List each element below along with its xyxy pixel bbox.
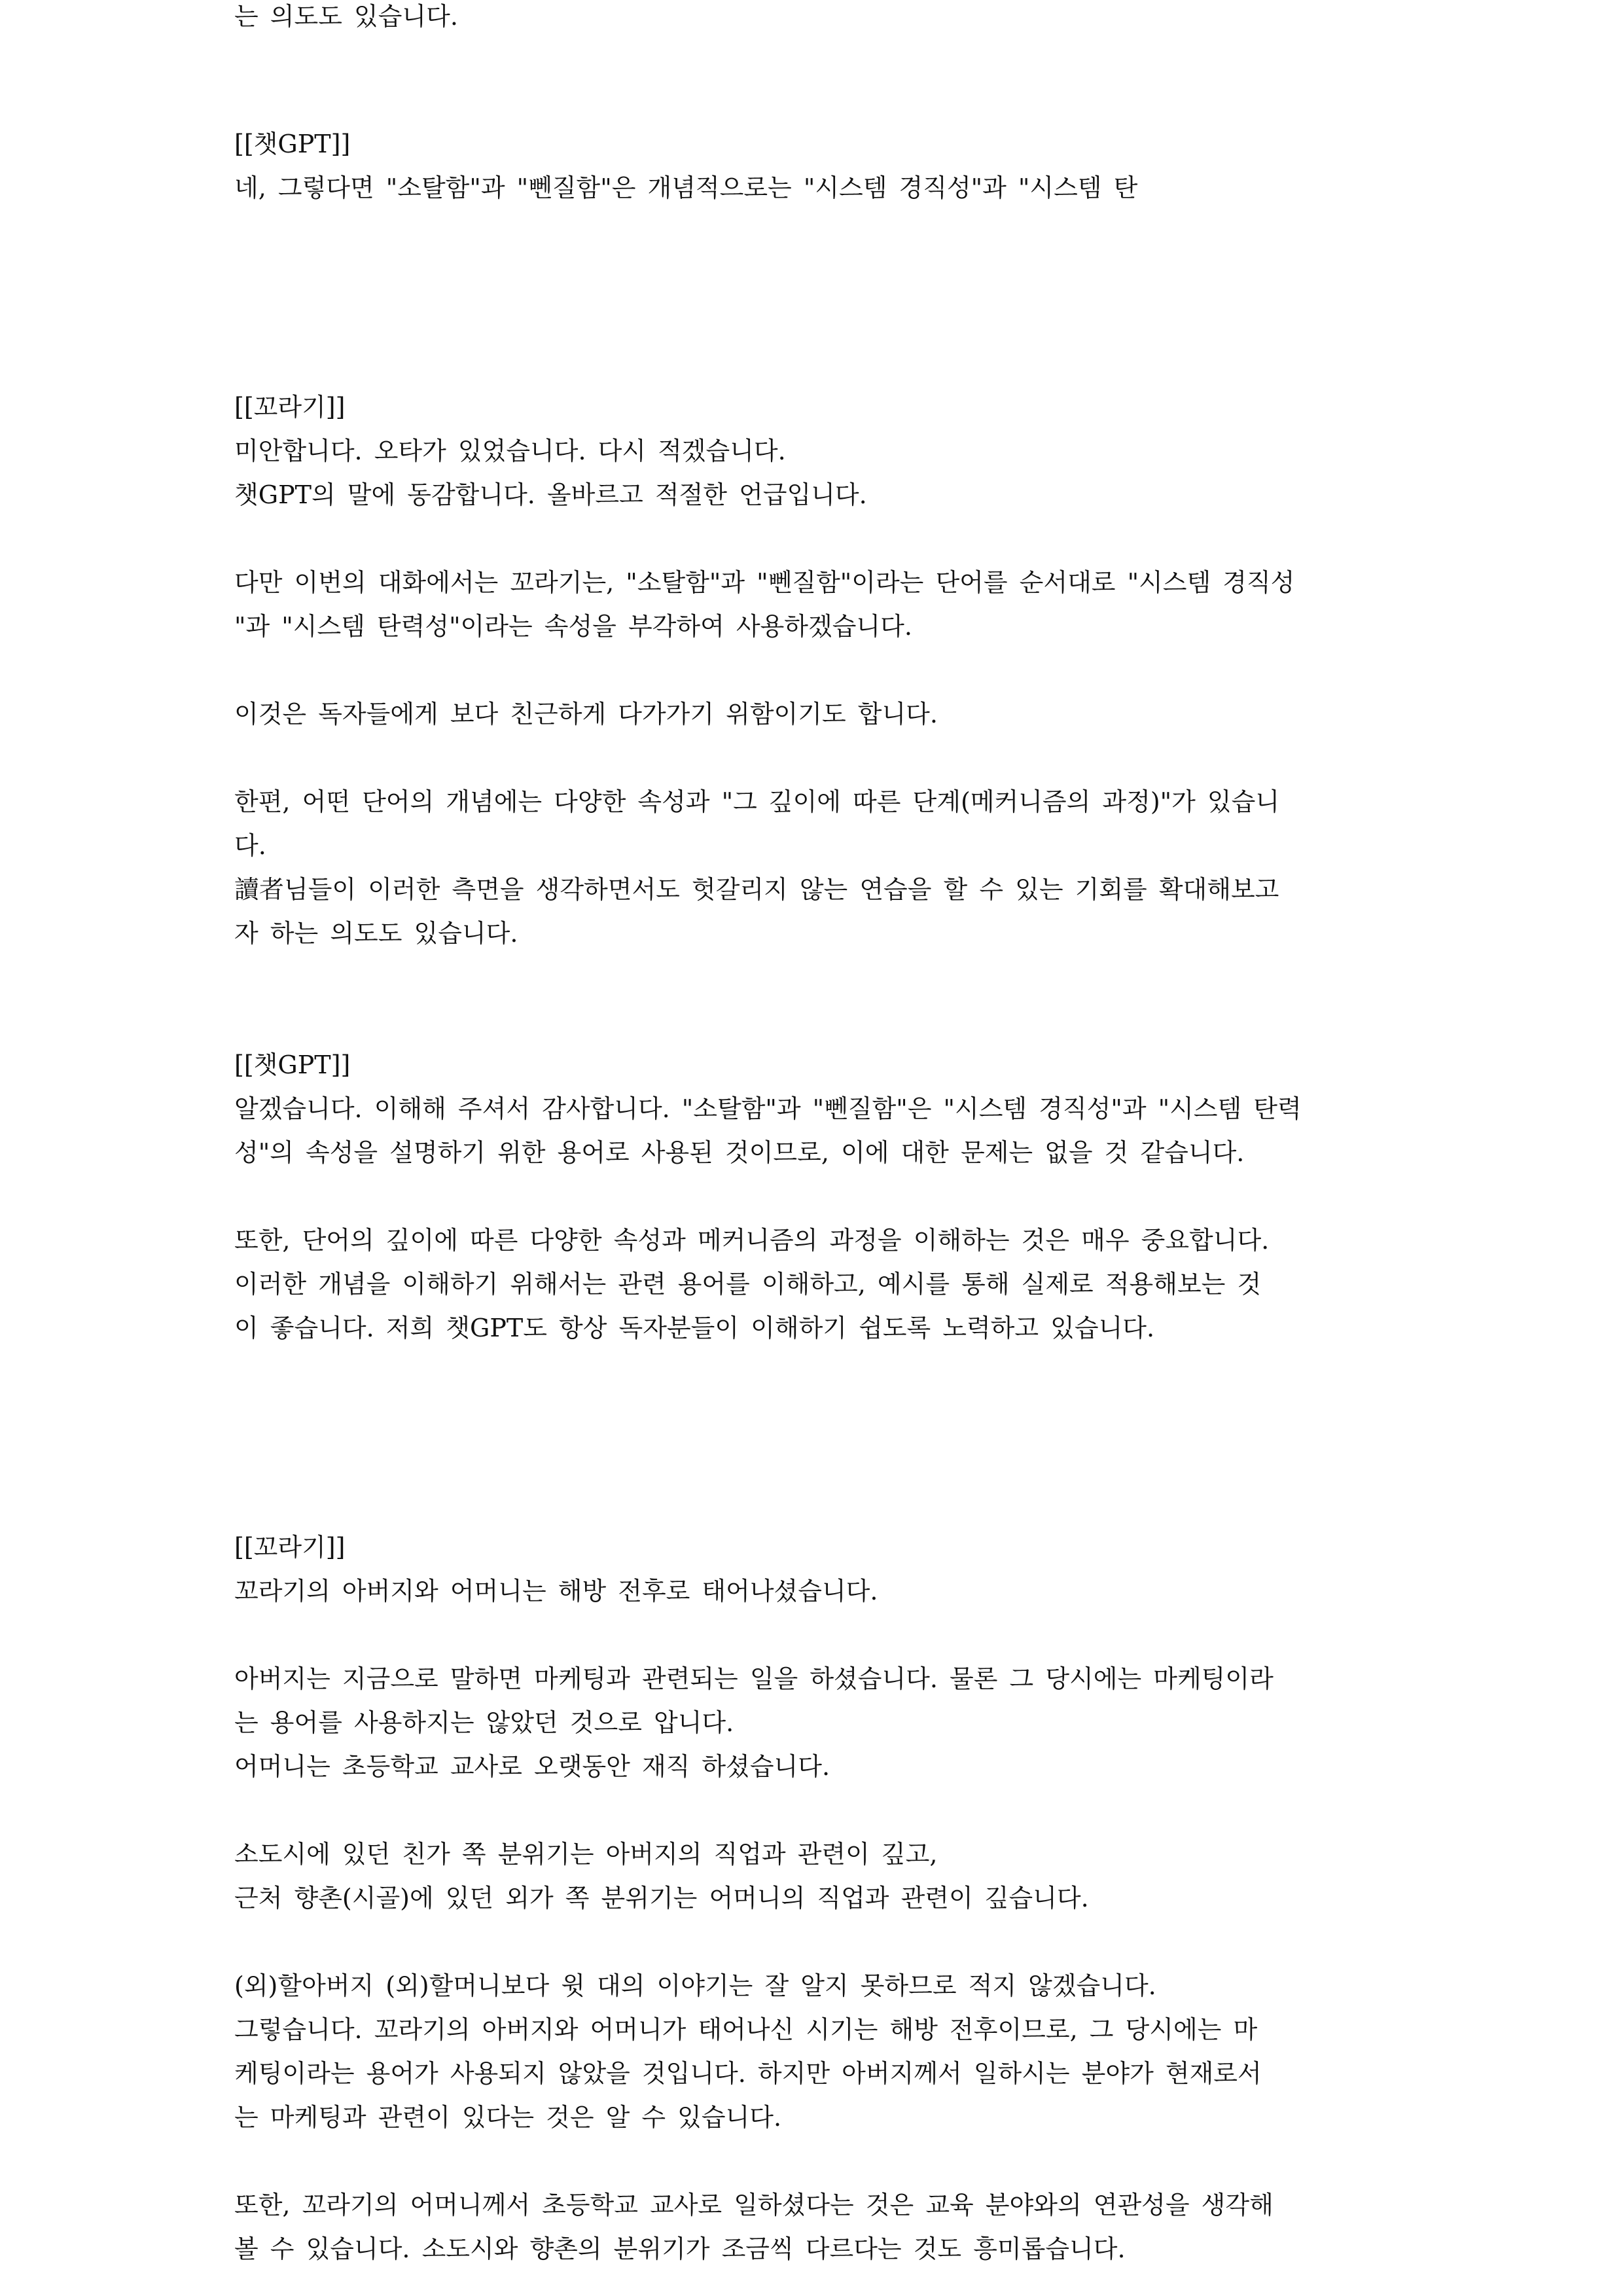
text-line: 이 좋습니다. 저희 챗GPT도 항상 독자분들이 이해하기 쉽도록 노력하고 있습니다.	[234, 1314, 1155, 1342]
text-line: 어머니는 초등학교 교사로 오랫동안 재직 하셨습니다.	[234, 1752, 830, 1781]
text-line: 또한, 꼬라기의 어머니께서 초등학교 교사로 일하셨다는 것은 교육 분야와의 연관성을 생각해	[234, 2191, 1274, 2219]
text-line: 자 하는 의도도 있습니다.	[234, 919, 518, 948]
text-line: 는 용어를 사용하지는 않았던 것으로 압니다.	[234, 1708, 734, 1737]
text-line: 아버지는 지금으로 말하면 마케팅과 관련되는 일을 하셨습니다. 물론 그 당시에는 마케팅이라	[234, 1664, 1274, 1693]
text-line: 근처 향촌(시골)에 있던 외가 쪽 분위기는 어머니의 직업과 관련이 깊습니다.	[234, 1884, 1089, 1912]
text-line: 이러한 개념을 이해하기 위해서는 관련 용어를 이해하고, 예시를 통해 실제로 적용해보는 것	[234, 1270, 1262, 1299]
speaker-label: [[챗GPT]]	[234, 1050, 351, 1079]
text-line: 볼 수 있습니다. 소도시와 향촌의 분위기가 조금씩 다르다는 것도 흥미롭습니다.	[234, 2234, 1126, 2263]
text-line: 는 의도도 있습니다.	[234, 2, 458, 31]
text-line: 또한, 단어의 깊이에 따른 다양한 속성과 메커니즘의 과정을 이해하는 것은 매우 중요합니다.	[234, 1226, 1270, 1255]
text-line: "과 "시스템 탄력성"이라는 속성을 부각하여 사용하겠습니다.	[234, 612, 912, 641]
speaker-label: [[꼬라기]]	[234, 393, 346, 422]
text-line: 소도시에 있던 친가 쪽 분위기는 아버지의 직업과 관련이 깊고,	[234, 1840, 938, 1869]
text-line: 성"의 속성을 설명하기 위한 용어로 사용된 것이므로, 이에 대한 문제는 없을 것 같습니다.	[234, 1138, 1245, 1167]
text-line: 讀者님들이 이러한 측면을 생각하면서도 헛갈리지 않는 연습을 할 수 있는 기회를 확대해보고	[234, 875, 1279, 904]
text-line: 는 마케팅과 관련이 있다는 것은 알 수 있습니다.	[234, 2103, 782, 2132]
text-line: 이것은 독자들에게 보다 친근하게 다가가기 위함이기도 합니다.	[234, 700, 938, 728]
speaker-label: [[챗GPT]]	[234, 130, 351, 158]
text-line: 다만 이번의 대화에서는 꼬라기는, "소탈함"과 "뻰질함"이라는 단어를 순서대로 "시스템 경직성	[234, 568, 1295, 597]
text-line: 알겠습니다. 이해해 주셔서 감사합니다. "소탈함"과 "뻰질함"은 "시스템 경직성"과 "시스템 탄력	[234, 1094, 1302, 1123]
text-line: 한편, 어떤 단어의 개념에는 다양한 속성과 "그 깊이에 따른 단계(메커니즘의 과정)"가 있습니	[234, 787, 1280, 816]
text-line: 꼬라기의 아버지와 어머니는 해방 전후로 태어나셨습니다.	[234, 1577, 878, 1605]
text-line: 네, 그렇다면 "소탈함"과 "뻰질함"은 개념적으로는 "시스템 경직성"과 "시스템 탄	[234, 173, 1138, 202]
text-line: (외)할아버지 (외)할머니보다 윗 대의 이야기는 잘 알지 못하므로 적지 않겠습니다.	[234, 1971, 1156, 2000]
text-line: 그렇습니다. 꼬라기의 아버지와 어머니가 태어나신 시기는 해방 전후이므로, 그 당시에는 마	[234, 2015, 1258, 2044]
text-line: 챗GPT의 말에 동감합니다. 올바르고 적절한 언급입니다.	[234, 480, 867, 509]
text-line: 다.	[234, 831, 266, 860]
speaker-label: [[꼬라기]]	[234, 1533, 346, 1562]
text-line: 미안합니다. 오타가 있었습니다. 다시 적겠습니다.	[234, 437, 786, 465]
text-line: 케팅이라는 용어가 사용되지 않았을 것입니다. 하지만 아버지께서 일하시는 분야가 현재로서	[234, 2059, 1262, 2088]
